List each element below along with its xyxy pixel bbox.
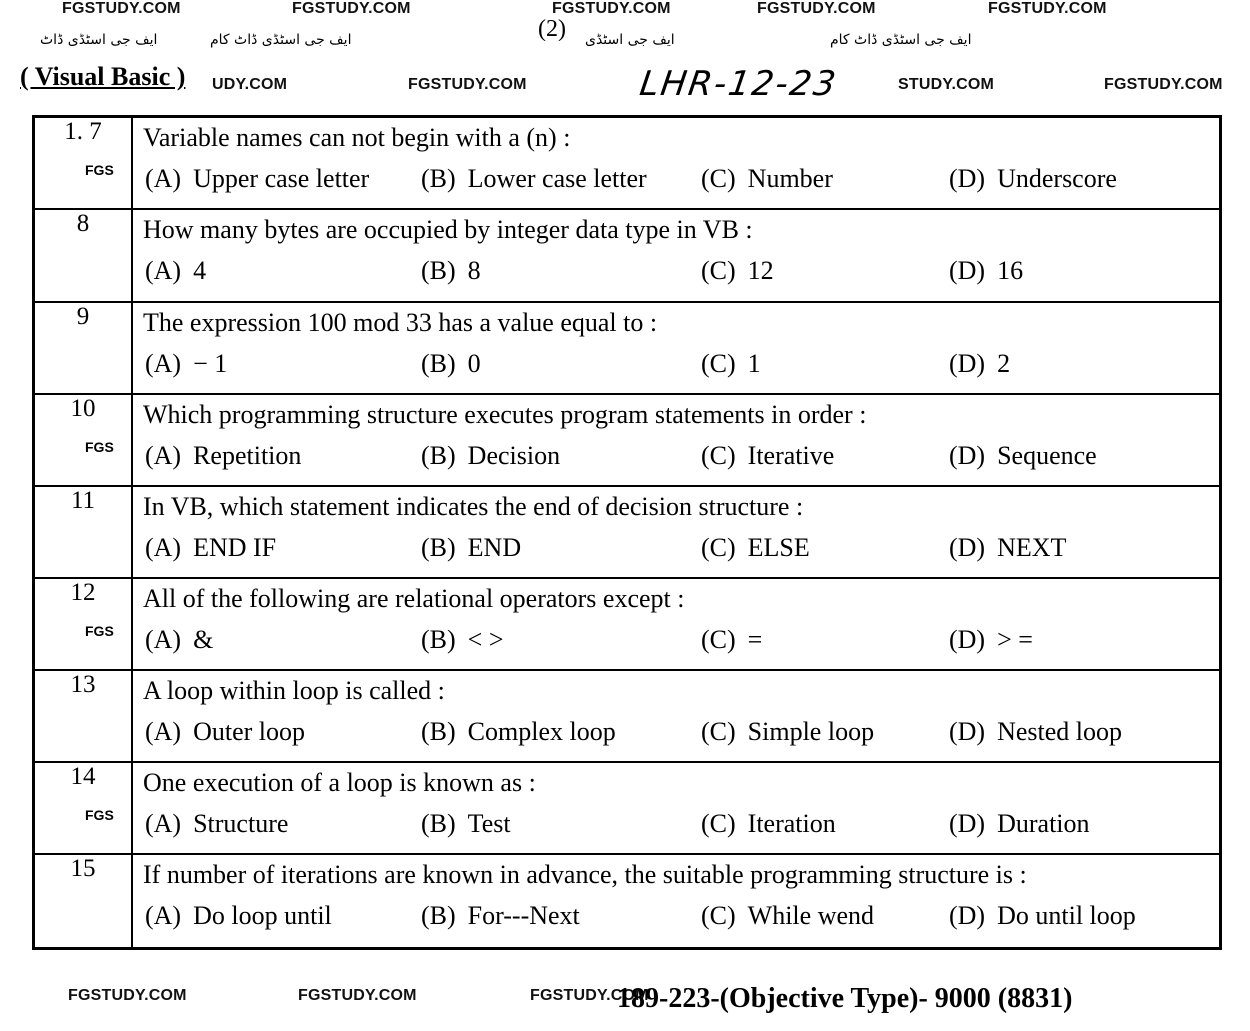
question-number: 15 [70,855,96,882]
option [145,164,369,194]
question-number: 14 [70,763,96,790]
options [133,162,1219,208]
question-text: Variable names can not begin with a (n) : [143,123,571,152]
paper-code: 189-223-(Objective Type)- 9000 (8831) [617,983,1073,1014]
option-text: < > [467,625,504,654]
question-number: 9 [76,303,90,330]
option-label: (B) [421,809,456,838]
option-text: Structure [193,809,289,838]
question-text: All of the following are relational operators except : [143,584,685,613]
option-label: (D) [949,256,986,285]
option-label: (A) [145,533,182,562]
question-cell [132,486,1221,578]
option-label: (D) [949,717,986,746]
options [133,899,1219,945]
option-label: (D) [949,901,986,930]
question-number: 12 [70,579,96,606]
urdu-watermark: ایف جی اسٹڈی ڈاٹ کام [830,32,972,48]
question-cell [132,578,1221,670]
mcq-table [32,115,1222,950]
question-number-cell [34,762,133,854]
option [949,164,1117,194]
option-label: (C) [701,533,736,562]
watermark: FGSTUDY.COM [530,987,649,1004]
option-text: END [467,533,522,562]
options [133,623,1219,669]
option [949,256,1023,286]
option-label: (A) [145,625,182,654]
question-row [34,762,1221,854]
question-number-cell [34,117,133,210]
option [145,533,276,563]
question-row [34,394,1221,486]
question-number-cell [34,578,133,670]
urdu-watermark: ایف جی اسٹڈی ڈاٹ [40,32,158,48]
watermark: FGS [85,162,114,178]
question-number-cell [34,670,133,762]
option-label: (B) [421,349,456,378]
option-text: Underscore [997,164,1117,193]
option-text: Number [747,164,833,193]
option-text: Nested loop [997,717,1123,746]
option-label: (C) [701,901,736,930]
option [949,349,1010,379]
option [145,441,301,471]
watermark: STUDY.COM [898,76,995,93]
watermark: FGS [85,807,114,823]
option [949,625,1033,655]
option-text: Iteration [747,809,836,838]
options [133,439,1219,485]
question-row [34,670,1221,762]
question-number-cell [34,394,133,486]
watermark: FGS [85,439,114,455]
option [421,901,580,931]
option-label: (D) [949,164,986,193]
option-label: (A) [145,164,182,193]
option-text: = [747,625,763,654]
option [421,717,616,747]
option [949,901,1136,931]
watermark: FGSTUDY.COM [988,0,1107,17]
option-label: (B) [421,164,456,193]
option-text: 16 [997,256,1024,285]
option-text: > = [997,625,1033,654]
watermark: FGSTUDY.COM [1104,76,1223,93]
option-text: Simple loop [747,717,875,746]
option [421,256,481,286]
option [701,717,874,747]
option-label: (B) [421,256,456,285]
option [949,533,1066,563]
option-text: END IF [193,533,277,562]
watermark: FGS [85,623,114,639]
option [421,533,521,563]
question-text: A loop within loop is called : [143,676,445,705]
options [133,347,1219,393]
question-text: In VB, which statement indicates the end of decision structure : [143,492,804,521]
option-label: (C) [701,809,736,838]
option [701,441,834,471]
option-text: Upper case letter [193,164,370,193]
watermark: FGSTUDY.COM [68,987,187,1004]
option-text: Repetition [193,441,302,470]
options [133,715,1219,761]
question-cell [132,302,1221,394]
option-label: (C) [701,349,736,378]
option-label: (D) [949,349,986,378]
option-text: 2 [997,349,1011,378]
option-text: While wend [747,901,875,930]
option-label: (C) [701,625,736,654]
question-number-cell [34,209,133,302]
option-text: 1 [747,349,761,378]
urdu-watermark: ایف جی اسٹڈی [585,32,675,48]
option-label: (A) [145,441,182,470]
watermark: FGSTUDY.COM [552,0,671,17]
question-row [34,302,1221,394]
option-text: 4 [193,256,207,285]
question-number-cell [34,302,133,394]
option [949,717,1122,747]
option [701,809,836,839]
option [145,901,332,931]
option-text: & [193,625,214,654]
question-number: 1. 7 [64,118,102,145]
option-text: NEXT [997,533,1067,562]
question-number: 13 [70,671,96,698]
question-text: The expression 100 mod 33 has a value equal to : [143,308,658,337]
page-number: (2) [538,16,566,42]
option-text: For---Next [467,901,580,930]
question-cell [132,854,1221,948]
option-text: 8 [467,256,481,285]
question-cell [132,394,1221,486]
option-label: (B) [421,441,456,470]
option [701,533,810,563]
question-number-cell [34,854,133,948]
option [421,349,481,379]
option [145,349,227,379]
question-cell [132,762,1221,854]
question-row [34,854,1221,948]
options [133,807,1219,853]
option [421,625,504,655]
question-text: One execution of a loop is known as : [143,768,536,797]
watermark: FGSTUDY.COM [757,0,876,17]
option-text: 0 [467,349,481,378]
question-cell [132,117,1221,210]
question-row [34,486,1221,578]
option-text: Outer loop [193,717,306,746]
option-label: (D) [949,625,986,654]
watermark: FGSTUDY.COM [408,76,527,93]
watermark: FGSTUDY.COM [62,0,181,17]
option-label: (D) [949,441,986,470]
option-label: (C) [701,164,736,193]
option-text: Iterative [747,441,835,470]
question-row [34,117,1221,210]
option-label: (A) [145,349,182,378]
option [145,625,213,655]
option-label: (D) [949,809,986,838]
option-text: Test [467,809,511,838]
option-text: ELSE [747,533,810,562]
question-row [34,578,1221,670]
watermark: FGSTUDY.COM [298,987,417,1004]
question-cell [132,209,1221,302]
option [145,717,305,747]
option-text: Do loop until [193,901,332,930]
option-label: (B) [421,625,456,654]
option [701,164,833,194]
question-number-cell [34,486,133,578]
option [421,164,647,194]
option-label: (D) [949,533,986,562]
option-text: Sequence [997,441,1097,470]
option [949,809,1090,839]
option [701,625,762,655]
option [421,809,511,839]
handwritten-code: LHR-12-23 [637,64,841,104]
question-number: 11 [70,487,96,514]
question-number: 8 [76,210,90,237]
watermark: UDY.COM [212,76,288,93]
option [421,441,560,471]
options [133,254,1219,300]
option-label: (A) [145,901,182,930]
option-label: (C) [701,441,736,470]
option-label: (B) [421,533,456,562]
option-label: (A) [145,256,182,285]
option-text: 12 [747,256,774,285]
option [701,349,761,379]
option-text: Duration [997,809,1090,838]
subject-title: ( Visual Basic ) [20,62,186,91]
option-label: (A) [145,809,182,838]
option-label: (C) [701,717,736,746]
option-label: (C) [701,256,736,285]
question-number: 10 [70,395,96,422]
option-label: (B) [421,901,456,930]
urdu-watermark: ایف جی اسٹڈی ڈاٹ کام [210,32,352,48]
option-label: (A) [145,717,182,746]
question-text: If number of iterations are known in advance, the suitable programming structure is : [143,860,1027,889]
option [145,809,288,839]
question-cell [132,670,1221,762]
option [145,256,206,286]
question-text: How many bytes are occupied by integer data type in VB : [143,215,753,244]
option-text: Complex loop [467,717,616,746]
option-text: Decision [467,441,561,470]
question-text: Which programming structure executes program statements in order : [143,400,867,429]
option-label: (B) [421,717,456,746]
watermark: FGSTUDY.COM [292,0,411,17]
option [701,256,774,286]
question-row [34,209,1221,302]
option-text: Do until loop [997,901,1136,930]
option-text: Lower case letter [467,164,647,193]
option [949,441,1097,471]
option-text: − 1 [193,349,228,378]
option [701,901,874,931]
options [133,531,1219,577]
